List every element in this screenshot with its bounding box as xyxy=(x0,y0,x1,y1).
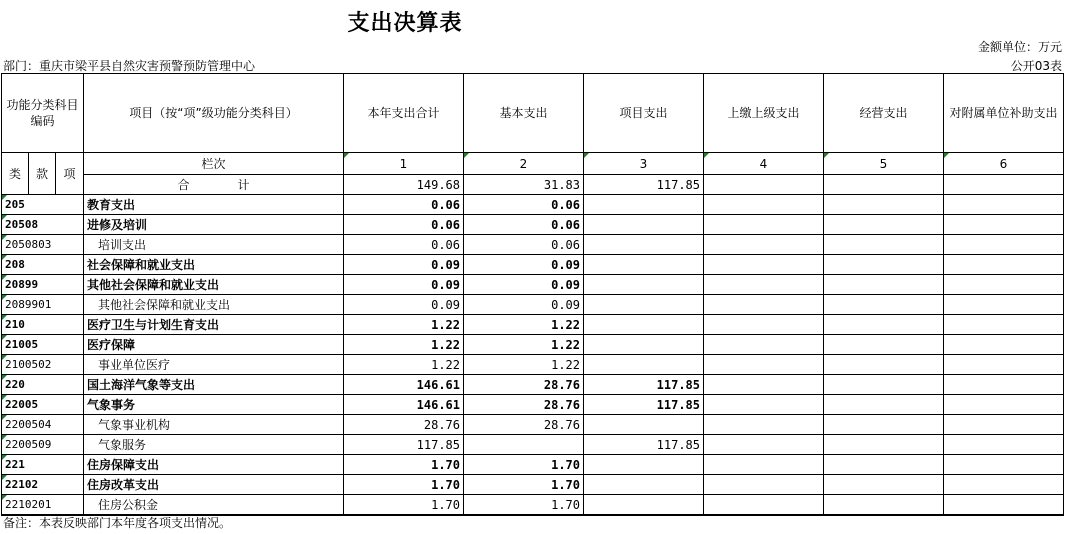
row-code: 2050803 xyxy=(2,235,84,255)
row-code: 22005 xyxy=(2,395,84,415)
row-total: 28.76 xyxy=(344,415,464,435)
row-total: 1.22 xyxy=(344,315,464,335)
table-row xyxy=(2,355,1064,375)
table-row xyxy=(2,475,1064,495)
row-basic: 1.22 xyxy=(464,335,584,355)
row-subsidy xyxy=(944,295,1064,315)
row-superior xyxy=(704,235,824,255)
table-row xyxy=(2,295,1064,315)
col-index-6: 6 xyxy=(944,153,1064,175)
row-superior xyxy=(704,335,824,355)
row-code: 210 xyxy=(2,315,84,335)
header-subsidy: 对附属单位补助支出 xyxy=(944,74,1064,153)
row-subsidy xyxy=(944,235,1064,255)
row-name: 住房公积金 xyxy=(84,495,344,516)
total-row xyxy=(2,175,1064,195)
header-superior: 上缴上级支出 xyxy=(704,74,824,153)
row-superior xyxy=(704,495,824,516)
row-project: 117.85 xyxy=(584,395,704,415)
row-code: 221 xyxy=(2,455,84,475)
row-business xyxy=(824,435,944,455)
row-total: 1.70 xyxy=(344,475,464,495)
header-basic: 基本支出 xyxy=(464,74,584,153)
row-code: 208 xyxy=(2,255,84,275)
row-subsidy xyxy=(944,255,1064,275)
row-business xyxy=(824,235,944,255)
row-total: 0.06 xyxy=(344,195,464,215)
row-code: 20899 xyxy=(2,275,84,295)
row-code: 220 xyxy=(2,375,84,395)
row-superior xyxy=(704,455,824,475)
row-business xyxy=(824,295,944,315)
row-code: 21005 xyxy=(2,335,84,355)
header-kuan: 款 xyxy=(29,153,56,195)
total-business xyxy=(824,175,944,195)
row-superior xyxy=(704,195,824,215)
table-row xyxy=(2,215,1064,235)
table-row xyxy=(2,315,1064,335)
row-project xyxy=(584,195,704,215)
header-code-group: 功能分类科目编码 xyxy=(2,74,84,153)
page-title: 支出决算表 xyxy=(347,11,463,36)
row-name: 住房改革支出 xyxy=(84,475,344,495)
header-item: 项目（按“项”级功能分类科目） xyxy=(84,74,344,153)
row-code: 20508 xyxy=(2,215,84,235)
row-business xyxy=(824,375,944,395)
table-note: 备注：本表反映部门本年度各项支出情况。 xyxy=(3,516,232,530)
row-total: 0.06 xyxy=(344,215,464,235)
row-superior xyxy=(704,435,824,455)
row-project xyxy=(584,335,704,355)
row-total: 117.85 xyxy=(344,435,464,455)
col-index-5: 5 xyxy=(824,153,944,175)
row-subsidy xyxy=(944,355,1064,375)
row-superior xyxy=(704,275,824,295)
row-code: 22102 xyxy=(2,475,84,495)
row-subsidy xyxy=(944,275,1064,295)
total-label: 合 计 xyxy=(84,175,344,195)
row-superior xyxy=(704,255,824,275)
row-basic: 0.09 xyxy=(464,275,584,295)
row-name: 气象服务 xyxy=(84,435,344,455)
table-row xyxy=(2,275,1064,295)
row-code: 205 xyxy=(2,195,84,215)
row-total: 1.70 xyxy=(344,455,464,475)
row-subsidy xyxy=(944,415,1064,435)
total-subsidy xyxy=(944,175,1064,195)
row-project xyxy=(584,215,704,235)
row-basic: 1.70 xyxy=(464,495,584,516)
row-project xyxy=(584,255,704,275)
row-business xyxy=(824,495,944,516)
row-code: 2100502 xyxy=(2,355,84,375)
row-business xyxy=(824,355,944,375)
row-total: 1.70 xyxy=(344,495,464,516)
row-project: 117.85 xyxy=(584,375,704,395)
table-row xyxy=(2,415,1064,435)
row-name: 医疗卫生与计划生育支出 xyxy=(84,315,344,335)
row-business xyxy=(824,195,944,215)
row-name: 社会保障和就业支出 xyxy=(84,255,344,275)
row-superior xyxy=(704,295,824,315)
row-basic: 0.09 xyxy=(464,295,584,315)
col-index-3: 3 xyxy=(584,153,704,175)
row-business xyxy=(824,335,944,355)
row-basic: 28.76 xyxy=(464,415,584,435)
row-code: 2089901 xyxy=(2,295,84,315)
row-business xyxy=(824,415,944,435)
row-subsidy xyxy=(944,335,1064,355)
row-subsidy xyxy=(944,215,1064,235)
table-row xyxy=(2,255,1064,275)
row-project xyxy=(584,235,704,255)
column-index-row xyxy=(2,153,1064,175)
row-basic: 0.06 xyxy=(464,215,584,235)
row-superior xyxy=(704,375,824,395)
row-subsidy xyxy=(944,315,1064,335)
row-name: 气象事务 xyxy=(84,395,344,415)
row-superior xyxy=(704,475,824,495)
total-sum: 149.68 xyxy=(344,175,464,195)
row-basic: 28.76 xyxy=(464,395,584,415)
header-project: 项目支出 xyxy=(584,74,704,153)
table-row xyxy=(2,375,1064,395)
row-basic: 1.70 xyxy=(464,455,584,475)
table-row xyxy=(2,235,1064,255)
row-project xyxy=(584,475,704,495)
row-subsidy xyxy=(944,475,1064,495)
row-name: 其他社会保障和就业支出 xyxy=(84,275,344,295)
row-business xyxy=(824,395,944,415)
header-lanci: 栏次 xyxy=(84,153,344,175)
table-row xyxy=(2,335,1064,355)
row-total: 0.09 xyxy=(344,295,464,315)
row-basic xyxy=(464,435,584,455)
row-name: 医疗保障 xyxy=(84,335,344,355)
department-label: 部门：重庆市梁平县自然灾害预警预防管理中心 xyxy=(3,59,256,73)
header-row xyxy=(2,74,1064,153)
row-total: 1.22 xyxy=(344,355,464,375)
header-business: 经营支出 xyxy=(824,74,944,153)
header-lei: 类 xyxy=(2,153,29,195)
table-row xyxy=(2,495,1064,516)
row-name: 教育支出 xyxy=(84,195,344,215)
row-superior xyxy=(704,315,824,335)
row-superior xyxy=(704,355,824,375)
amount-unit: 金额单位：万元 xyxy=(977,40,1062,54)
row-business xyxy=(824,315,944,335)
row-project xyxy=(584,355,704,375)
row-business xyxy=(824,475,944,495)
table-row xyxy=(2,455,1064,475)
table-row xyxy=(2,395,1064,415)
row-basic: 1.22 xyxy=(464,355,584,375)
row-project: 117.85 xyxy=(584,435,704,455)
table-row xyxy=(2,435,1064,455)
total-project: 117.85 xyxy=(584,175,704,195)
col-index-4: 4 xyxy=(704,153,824,175)
header-xiang: 项 xyxy=(56,153,84,195)
row-subsidy xyxy=(944,375,1064,395)
row-subsidy xyxy=(944,395,1064,415)
row-total: 0.06 xyxy=(344,235,464,255)
row-basic: 28.76 xyxy=(464,375,584,395)
row-name: 国土海洋气象等支出 xyxy=(84,375,344,395)
row-business xyxy=(824,215,944,235)
row-name: 气象事业机构 xyxy=(84,415,344,435)
row-basic: 0.06 xyxy=(464,195,584,215)
row-total: 0.09 xyxy=(344,275,464,295)
row-name: 进修及培训 xyxy=(84,215,344,235)
row-subsidy xyxy=(944,195,1064,215)
row-total: 1.22 xyxy=(344,335,464,355)
row-code: 2200504 xyxy=(2,415,84,435)
row-basic: 1.22 xyxy=(464,315,584,335)
row-name: 其他社会保障和就业支出 xyxy=(84,295,344,315)
row-business xyxy=(824,255,944,275)
header-total: 本年支出合计 xyxy=(344,74,464,153)
row-basic: 0.09 xyxy=(464,255,584,275)
col-index-2: 2 xyxy=(464,153,584,175)
total-superior xyxy=(704,175,824,195)
row-project xyxy=(584,455,704,475)
row-name: 培训支出 xyxy=(84,235,344,255)
table-number: 公开03表 xyxy=(1010,59,1062,73)
row-subsidy xyxy=(944,495,1064,516)
row-name: 住房保障支出 xyxy=(84,455,344,475)
total-basic: 31.83 xyxy=(464,175,584,195)
row-superior xyxy=(704,395,824,415)
row-basic: 1.70 xyxy=(464,475,584,495)
row-project xyxy=(584,295,704,315)
row-code: 2200509 xyxy=(2,435,84,455)
row-superior xyxy=(704,215,824,235)
row-basic: 0.06 xyxy=(464,235,584,255)
row-subsidy xyxy=(944,455,1064,475)
row-name: 事业单位医疗 xyxy=(84,355,344,375)
expenditure-table xyxy=(1,73,1064,516)
row-project xyxy=(584,315,704,335)
row-project xyxy=(584,495,704,516)
row-total: 0.09 xyxy=(344,255,464,275)
row-project xyxy=(584,275,704,295)
row-total: 146.61 xyxy=(344,375,464,395)
row-total: 146.61 xyxy=(344,395,464,415)
row-subsidy xyxy=(944,435,1064,455)
row-business xyxy=(824,455,944,475)
row-project xyxy=(584,415,704,435)
table-row xyxy=(2,195,1064,215)
row-code: 2210201 xyxy=(2,495,84,516)
row-business xyxy=(824,275,944,295)
row-superior xyxy=(704,415,824,435)
col-index-1: 1 xyxy=(344,153,464,175)
